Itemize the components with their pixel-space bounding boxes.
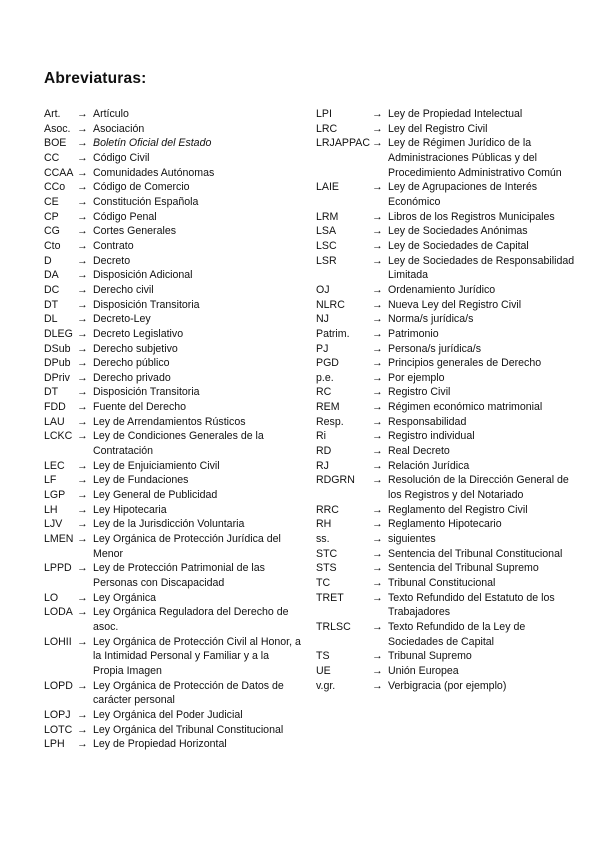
abbreviation-definition: Derecho civil: [93, 283, 154, 296]
abbreviation-definition: Ley de Condiciones Generales de la Contratación: [93, 430, 264, 458]
abbreviation-entry: [44, 166, 302, 181]
abbreviation-term: DSub: [44, 342, 71, 355]
abbreviation-entry: [44, 283, 302, 298]
abbreviation-term: LOTC: [44, 723, 73, 736]
abbreviation-term: LAU: [44, 415, 65, 428]
arrow-icon: →: [77, 166, 88, 179]
abbreviation-term: STS: [316, 562, 337, 575]
abbreviation-definition: Derecho subjetivo: [93, 342, 178, 355]
abbreviation-entry: [316, 415, 578, 430]
arrow-icon: →: [77, 474, 88, 487]
arrow-icon: →: [372, 518, 383, 531]
abbreviation-definition: Ley Orgánica de Protección Civil al Honor, a la Intimidad Personal y Familiar y a la Propia Imagen: [93, 635, 301, 677]
abbreviation-definition: Ley de Enjuiciamiento Civil: [93, 459, 220, 472]
abbreviation-entry: [316, 664, 578, 679]
abbreviation-term: TC: [316, 577, 331, 589]
abbreviation-entry: [44, 635, 302, 679]
abbreviation-definition: Régimen económico matrimonial: [388, 401, 543, 414]
arrow-icon: →: [372, 210, 383, 223]
arrow-icon: →: [77, 122, 88, 135]
arrow-icon: →: [372, 371, 383, 384]
arrow-icon: →: [372, 430, 383, 443]
arrow-icon: →: [77, 371, 88, 384]
abbreviation-definition: Ley de Sociedades de Responsabilidad Limitada: [388, 254, 575, 282]
arrow-icon: →: [77, 518, 88, 531]
abbreviation-definition: Derecho privado: [93, 371, 171, 384]
abbreviation-entry: [44, 723, 302, 738]
abbreviation-term: LPI: [316, 108, 332, 120]
abbreviation-term: D: [44, 254, 52, 267]
abbreviation-term: RD: [316, 445, 332, 458]
abbreviation-term: Cto: [44, 239, 61, 252]
abbreviation-entry: [44, 561, 302, 590]
abbreviation-definition: Patrimonio: [388, 327, 439, 340]
abbreviation-entry: [44, 195, 302, 210]
abbreviation-definition: Fuente del Derecho: [93, 401, 187, 414]
abbreviation-entry: [44, 415, 302, 430]
abbreviation-definition: Responsabilidad: [388, 415, 467, 428]
abbreviation-term: RJ: [316, 459, 329, 472]
abbreviation-entry: [44, 737, 302, 752]
abbreviation-definition: Reglamento del Registro Civil: [388, 503, 528, 516]
arrow-icon: →: [372, 664, 383, 677]
abbreviation-term: LH: [44, 503, 58, 516]
arrow-icon: →: [77, 606, 88, 619]
abbreviation-term: NLRC: [316, 298, 345, 311]
abbreviations-left-column: [44, 107, 302, 752]
abbreviation-entry: [316, 679, 578, 694]
abbreviation-term: OJ: [316, 283, 330, 296]
arrow-icon: →: [372, 474, 383, 487]
abbreviation-definition: Comunidades Autónomas: [93, 166, 215, 179]
abbreviation-definition: Ley Orgánica del Tribunal Constitucional: [93, 723, 284, 736]
abbreviation-definition: Norma/s jurídica/s: [388, 313, 474, 326]
arrow-icon: →: [77, 327, 88, 340]
abbreviation-term: BOE: [44, 137, 67, 150]
abbreviation-entry: [316, 239, 578, 254]
abbreviation-entry: [44, 254, 302, 269]
abbreviation-entry: [316, 517, 578, 532]
abbreviation-term: Asoc.: [44, 122, 71, 135]
arrow-icon: →: [77, 239, 88, 252]
arrow-icon: →: [77, 635, 88, 648]
abbreviation-entry: [316, 459, 578, 474]
abbreviation-entry: [44, 239, 302, 254]
abbreviation-term: RC: [316, 386, 332, 399]
arrow-icon: →: [372, 298, 383, 311]
arrow-icon: →: [77, 503, 88, 516]
abbreviation-definition: Tribunal Constitucional: [388, 577, 496, 589]
abbreviation-definition: siguientes: [388, 533, 436, 546]
abbreviation-entry: [316, 254, 578, 283]
abbreviation-term: LF: [44, 474, 57, 487]
abbreviation-term: ss.: [316, 533, 330, 546]
abbreviation-term: DC: [44, 283, 60, 296]
abbreviation-entry: [316, 107, 578, 122]
arrow-icon: →: [372, 283, 383, 296]
abbreviation-term: LRJAPPAC: [316, 137, 370, 150]
arrow-icon: →: [77, 723, 88, 736]
arrow-icon: →: [77, 195, 88, 208]
abbreviation-entry: [316, 503, 578, 518]
abbreviation-term: PJ: [316, 342, 329, 355]
abbreviation-entry: [44, 385, 302, 400]
abbreviation-definition: Ley Orgánica: [93, 591, 157, 604]
abbreviation-definition: Resolución de la Dirección General de los Registros y del Notariado: [388, 474, 569, 502]
abbreviation-term: LEC: [44, 459, 65, 472]
arrow-icon: →: [372, 503, 383, 516]
abbreviation-term: DPriv: [44, 371, 70, 384]
abbreviation-definition: Ley del Registro Civil: [388, 122, 488, 135]
abbreviation-entry: [316, 180, 578, 209]
arrow-icon: →: [372, 547, 383, 560]
abbreviation-entry: [44, 210, 302, 225]
abbreviation-definition: Asociación: [93, 122, 145, 135]
abbreviation-definition: Ley de Arrendamientos Rústicos: [93, 415, 246, 428]
abbreviation-term: LOPJ: [44, 708, 71, 721]
abbreviation-entry: [44, 268, 302, 283]
abbreviation-entry: [44, 356, 302, 371]
abbreviation-entry: [316, 561, 578, 576]
arrow-icon: →: [372, 445, 383, 458]
abbreviation-entry: [44, 459, 302, 474]
abbreviation-definition: Por ejemplo: [388, 371, 445, 384]
abbreviation-term: DA: [44, 269, 59, 282]
abbreviation-definition: Ley Orgánica Reguladora del Derecho de asoc.: [93, 606, 289, 633]
arrow-icon: →: [77, 386, 88, 399]
arrow-icon: →: [372, 239, 383, 252]
arrow-icon: →: [77, 313, 88, 326]
abbreviation-entry: [316, 429, 578, 444]
arrow-icon: →: [77, 283, 88, 296]
arrow-icon: →: [372, 342, 383, 355]
abbreviation-definition: Ley de Propiedad Horizontal: [93, 738, 227, 751]
arrow-icon: →: [372, 577, 383, 589]
abbreviations-right-column: [316, 107, 578, 693]
arrow-icon: →: [372, 327, 383, 340]
abbreviation-term: p.e.: [316, 371, 334, 384]
abbreviation-definition: Nueva Ley del Registro Civil: [388, 298, 522, 311]
abbreviation-term: RH: [316, 518, 332, 531]
abbreviation-definition: Ley de Protección Patrimonial de las Personas con Discapacidad: [93, 562, 265, 589]
arrow-icon: →: [372, 108, 383, 120]
arrow-icon: →: [77, 415, 88, 428]
abbreviation-definition: Ley de Fundaciones: [93, 474, 189, 487]
abbreviation-entry: [316, 649, 578, 664]
abbreviation-definition: Registro Civil: [388, 386, 451, 399]
abbreviation-definition: Artículo: [93, 108, 129, 120]
abbreviation-entry: [44, 151, 302, 166]
abbreviation-term: TS: [316, 650, 330, 663]
arrow-icon: →: [77, 533, 88, 546]
abbreviation-term: NJ: [316, 313, 329, 326]
arrow-icon: →: [77, 708, 88, 721]
arrow-icon: →: [372, 313, 383, 326]
abbreviation-term: LJV: [44, 518, 63, 531]
abbreviation-entry: [44, 400, 302, 415]
abbreviation-entry: [44, 107, 302, 122]
abbreviation-term: LOPD: [44, 679, 73, 692]
abbreviation-term: LSC: [316, 239, 337, 252]
abbreviation-term: LPPD: [44, 562, 72, 575]
arrow-icon: →: [372, 533, 383, 546]
abbreviation-definition: Decreto-Ley: [93, 313, 151, 326]
arrow-icon: →: [372, 415, 383, 428]
abbreviation-definition: Verbigracia (por ejemplo): [388, 679, 507, 692]
arrow-icon: →: [77, 210, 88, 223]
abbreviation-definition: Ley de Agrupaciones de Interés Económico: [388, 181, 538, 208]
abbreviation-entry: [316, 356, 578, 371]
abbreviation-term: DL: [44, 313, 58, 326]
abbreviation-definition: Código Penal: [93, 210, 157, 223]
abbreviation-entry: [44, 342, 302, 357]
arrow-icon: →: [372, 459, 383, 472]
abbreviation-definition: Sentencia del Tribunal Constitucional: [388, 547, 563, 560]
abbreviation-definition: Disposición Adicional: [93, 269, 193, 282]
abbreviation-entry: [44, 180, 302, 195]
abbreviation-entry: [316, 210, 578, 225]
abbreviation-entry: [44, 224, 302, 239]
abbreviation-entry: [44, 136, 302, 151]
abbreviation-term: LSA: [316, 225, 337, 238]
abbreviation-definition: Texto Refundido del Estatuto de los Trabajadores: [388, 591, 555, 619]
abbreviation-term: LODA: [44, 606, 73, 619]
abbreviation-definition: Contrato: [93, 239, 134, 252]
abbreviation-entry: [44, 679, 302, 708]
abbreviation-definition: Ley de Sociedades Anónimas: [388, 225, 528, 238]
abbreviation-definition: Código de Comercio: [93, 181, 190, 194]
abbreviation-definition: Ley Orgánica del Poder Judicial: [93, 708, 243, 721]
abbreviation-definition: Ley Orgánica de Protección Jurídica del Menor: [93, 533, 281, 560]
abbreviation-entry: [316, 385, 578, 400]
abbreviation-definition: Ley Orgánica de Protección de Datos de carácter personal: [93, 679, 284, 707]
arrow-icon: →: [77, 738, 88, 751]
abbreviation-term: LSR: [316, 254, 337, 267]
arrow-icon: →: [77, 108, 88, 120]
abbreviation-entry: [44, 298, 302, 313]
abbreviation-definition: Reglamento Hipotecario: [388, 518, 502, 531]
arrow-icon: →: [77, 489, 88, 502]
abbreviation-definition: Constitución Española: [93, 195, 199, 208]
abbreviation-entry: [316, 400, 578, 415]
abbreviation-entry: [44, 371, 302, 386]
abbreviation-term: CCAA: [44, 166, 74, 179]
abbreviation-entry: [44, 473, 302, 488]
abbreviation-entry: [316, 371, 578, 386]
abbreviation-term: CC: [44, 151, 60, 164]
abbreviation-term: LRC: [316, 122, 338, 135]
abbreviation-entry: [44, 312, 302, 327]
abbreviation-definition: Decreto: [93, 254, 131, 267]
abbreviation-term: LAIE: [316, 181, 339, 194]
abbreviation-definition: Ley Hipotecaria: [93, 503, 167, 516]
abbreviation-term: CE: [44, 195, 59, 208]
arrow-icon: →: [77, 181, 88, 194]
abbreviation-entry: [44, 708, 302, 723]
abbreviation-definition: Derecho público: [93, 357, 170, 370]
abbreviation-term: UE: [316, 664, 331, 677]
abbreviation-entry: [316, 224, 578, 239]
arrow-icon: →: [372, 137, 383, 150]
arrow-icon: →: [77, 357, 88, 370]
abbreviation-entry: [44, 532, 302, 561]
arrow-icon: →: [77, 401, 88, 414]
arrow-icon: →: [372, 386, 383, 399]
abbreviation-term: Ri: [316, 430, 327, 443]
abbreviation-term: STC: [316, 547, 338, 560]
abbreviation-definition: Ordenamiento Jurídico: [388, 283, 496, 296]
abbreviation-entry: [316, 591, 578, 620]
arrow-icon: →: [77, 269, 88, 282]
abbreviation-term: PGD: [316, 357, 339, 370]
abbreviation-term: TRLSC: [316, 620, 351, 633]
abbreviation-term: CCo: [44, 181, 66, 194]
abbreviation-term: FDD: [44, 401, 66, 414]
abbreviation-definition: Sentencia del Tribunal Supremo: [388, 562, 539, 575]
abbreviation-term: DLEG: [44, 327, 73, 340]
abbreviation-term: LO: [44, 591, 59, 604]
abbreviation-definition: Ley General de Publicidad: [93, 489, 218, 502]
abbreviation-definition: Relación Jurídica: [388, 459, 470, 472]
arrow-icon: →: [372, 357, 383, 370]
abbreviation-definition: Código Civil: [93, 151, 150, 164]
abbreviation-definition: Ley de Propiedad Intelectual: [388, 108, 523, 120]
arrow-icon: →: [372, 679, 383, 692]
abbreviation-definition: Ley de Sociedades de Capital: [388, 239, 529, 252]
abbreviation-definition: Tribunal Supremo: [388, 650, 472, 663]
abbreviation-entry: [316, 136, 578, 180]
abbreviation-term: LMEN: [44, 533, 74, 546]
abbreviation-definition: Cortes Generales: [93, 225, 177, 238]
abbreviation-entry: [316, 444, 578, 459]
abbreviation-entry: [44, 591, 302, 606]
arrow-icon: →: [372, 562, 383, 575]
abbreviation-entry: [316, 298, 578, 313]
arrow-icon: →: [77, 254, 88, 267]
arrow-icon: →: [77, 298, 88, 311]
abbreviation-term: Resp.: [316, 415, 344, 428]
abbreviation-definition: Real Decreto: [388, 445, 450, 458]
abbreviation-definition: Persona/s jurídica/s: [388, 342, 482, 355]
abbreviation-entry: [44, 429, 302, 458]
arrow-icon: →: [77, 151, 88, 164]
abbreviation-definition: Disposición Transitoria: [93, 386, 200, 399]
abbreviation-entry: [44, 122, 302, 137]
abbreviation-entry: [316, 312, 578, 327]
abbreviation-entry: [316, 342, 578, 357]
abbreviation-entry: [44, 327, 302, 342]
abbreviation-definition: Registro individual: [388, 430, 475, 443]
abbreviation-term: DT: [44, 386, 59, 399]
abbreviation-definition: Unión Europea: [388, 664, 459, 677]
arrow-icon: →: [77, 562, 88, 575]
abbreviation-term: LOHII: [44, 635, 72, 648]
arrow-icon: →: [77, 430, 88, 443]
abbreviation-term: LGP: [44, 489, 66, 502]
arrow-icon: →: [372, 401, 383, 414]
abbreviation-definition: Boletín Oficial del Estado: [93, 137, 212, 150]
abbreviation-term: LRM: [316, 210, 339, 223]
arrow-icon: →: [372, 620, 383, 633]
abbreviation-term: DT: [44, 298, 59, 311]
arrow-icon: →: [372, 225, 383, 238]
abbreviation-term: LPH: [44, 738, 65, 751]
arrow-icon: →: [372, 254, 383, 267]
abbreviation-entry: [316, 473, 578, 502]
abbreviation-term: DPub: [44, 357, 71, 370]
abbreviation-entry: [316, 547, 578, 562]
arrow-icon: →: [372, 122, 383, 135]
abbreviation-term: Patrim.: [316, 327, 350, 340]
abbreviation-term: RDGRN: [316, 474, 355, 487]
abbreviation-definition: Ley de Régimen Jurídico de la Administraciones Públicas y del Procedimiento Administrativo Común: [388, 137, 562, 179]
abbreviation-entry: [44, 488, 302, 503]
abbreviation-term: Art.: [44, 108, 61, 120]
abbreviation-entry: [44, 605, 302, 634]
abbreviation-term: REM: [316, 401, 340, 414]
abbreviation-term: LCKC: [44, 430, 73, 443]
abbreviation-entry: [316, 283, 578, 298]
abbreviation-entry: [316, 576, 578, 591]
abbreviation-term: TRET: [316, 591, 344, 604]
arrow-icon: →: [77, 459, 88, 472]
page-title: Abreviaturas:: [44, 70, 147, 87]
arrow-icon: →: [372, 181, 383, 194]
abbreviation-term: v.gr.: [316, 679, 336, 692]
abbreviation-entry: [44, 517, 302, 532]
abbreviation-definition: Decreto Legislativo: [93, 327, 184, 340]
arrow-icon: →: [77, 137, 88, 150]
arrow-icon: →: [77, 342, 88, 355]
abbreviation-entry: [316, 327, 578, 342]
abbreviation-entry: [316, 532, 578, 547]
arrow-icon: →: [372, 591, 383, 604]
abbreviation-definition: Texto Refundido de la Ley de Sociedades de Capital: [388, 620, 526, 648]
abbreviation-definition: Ley de la Jurisdicción Voluntaria: [93, 518, 245, 531]
abbreviation-entry: [44, 503, 302, 518]
arrow-icon: →: [77, 591, 88, 604]
abbreviation-entry: [316, 620, 578, 649]
arrow-icon: →: [77, 225, 88, 238]
abbreviation-definition: Libros de los Registros Municipales: [388, 210, 555, 223]
abbreviation-definition: Principios generales de Derecho: [388, 357, 542, 370]
arrow-icon: →: [372, 650, 383, 663]
abbreviation-term: RRC: [316, 503, 339, 516]
abbreviation-term: CG: [44, 225, 60, 238]
abbreviation-definition: Disposición Transitoria: [93, 298, 200, 311]
abbreviation-entry: [316, 122, 578, 137]
arrow-icon: →: [77, 679, 88, 692]
abbreviation-term: CP: [44, 210, 59, 223]
